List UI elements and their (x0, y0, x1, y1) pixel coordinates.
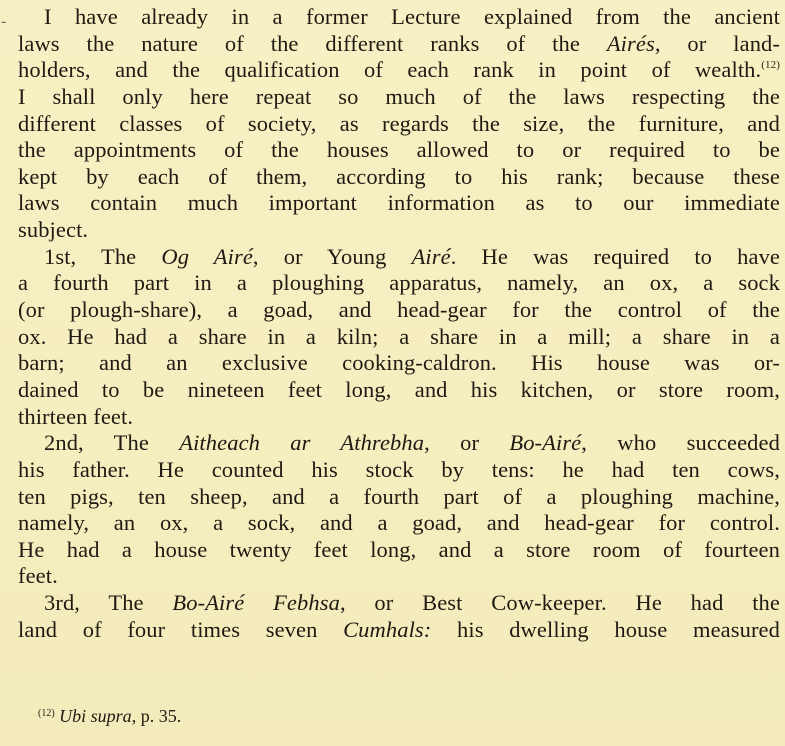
text-line (18, 111, 780, 138)
italic-term: Aitheach ar Athrebha (179, 430, 425, 456)
text-run: land of four times seven (18, 616, 344, 642)
text-run: (or plough-share), a goad, and head-gear for the control of the (18, 297, 780, 323)
text-line (18, 31, 780, 58)
paragraph (18, 0, 780, 244)
text-run: kept by each of them, according to his rank; because these (18, 163, 780, 189)
footnote-ref-rest: , p. 35. (131, 706, 182, 726)
text-line (18, 270, 780, 297)
text-run: feet. (18, 563, 58, 589)
text-run: I have already in a former Lecture explained from the ancient (44, 4, 780, 29)
text-run: barn; and an exclusive cooking-caldron. His house was or- (18, 350, 780, 376)
text-run: , who succeeded (581, 430, 780, 456)
text-line (18, 617, 780, 644)
footnote (38, 704, 181, 728)
footnote-ref-italic: Ubi supra (59, 706, 132, 726)
text-line (18, 537, 780, 564)
text-line (18, 217, 780, 244)
text-run: 3rd, The (44, 590, 173, 616)
text-line (18, 484, 780, 511)
text-run: his father. He counted his stock by tens: he had ten cows, (18, 456, 780, 482)
margin-mark: - (1, 13, 7, 30)
paragraph (18, 430, 780, 590)
text-run: . He was required to have (450, 243, 781, 269)
text-run: namely, an ox, a sock, and a goad, and head-gear for control. (18, 510, 780, 536)
text-run: 1st, The (44, 243, 162, 269)
text-run: ox. He had a share in a kiln; a share in a mill; a share in a (18, 323, 780, 349)
text-line (18, 430, 780, 457)
text-run: 2nd, The (44, 430, 180, 456)
paragraph (18, 244, 780, 430)
text-run: , or Best Cow-keeper. He had the (339, 590, 780, 616)
text-line (18, 457, 780, 484)
text-run: subject. (18, 217, 89, 243)
text-run: dained to be nineteen feet long, and his kitchen, or store room, (18, 376, 780, 402)
text-line (18, 324, 780, 351)
text-line (18, 377, 780, 404)
paragraph (18, 590, 780, 643)
text-line (18, 563, 780, 590)
text-line (18, 0, 780, 31)
text-line (18, 244, 780, 271)
text-line (18, 84, 780, 111)
text-run: I shall only here repeat so much of the laws respecting the (18, 83, 780, 109)
text-line (18, 57, 780, 84)
text-run: the appointments of the houses allowed to or required to be (18, 137, 780, 163)
text-run: different classes of society, as regards the size, the furniture, and (18, 110, 780, 136)
italic-term: Airé (411, 243, 451, 269)
text-run: laws contain much important information as to our immediate (18, 190, 780, 216)
text-run: laws the nature of the different ranks of the (18, 30, 607, 56)
text-run: , or Young (252, 243, 412, 269)
text-run: , or (424, 430, 510, 456)
text-run: thirteen feet. (18, 403, 134, 429)
text-run: a fourth part in a ploughing apparatus, namely, an ox, a sock (18, 270, 780, 296)
footnote-marker: (12) (38, 708, 55, 719)
text-line (18, 590, 780, 617)
text-line (18, 404, 780, 431)
text-line (18, 164, 780, 191)
italic-term: Bo-Airé (509, 430, 582, 456)
text-line (18, 137, 780, 164)
text-run: , or land- (654, 30, 780, 56)
body-text (18, 0, 780, 643)
italic-term: Bo-Airé Febhsa (172, 590, 340, 616)
text-line (18, 350, 780, 377)
text-run: holders, and the qualification of each rank in point of wealth. (18, 57, 762, 83)
italic-term: Airés (606, 30, 655, 56)
italic-term: Og Airé (161, 243, 253, 269)
text-line (18, 190, 780, 217)
text-line (18, 297, 780, 324)
footnote-ref: (12) (761, 59, 780, 72)
text-run: his dwelling house measured (431, 616, 780, 642)
text-run: ten pigs, ten sheep, and a fourth part of a ploughing machine, (18, 483, 780, 509)
text-run: He had a house twenty feet long, and a store room of fourteen (18, 536, 780, 562)
italic-term: Cumhals: (343, 616, 432, 642)
text-line (18, 510, 780, 537)
